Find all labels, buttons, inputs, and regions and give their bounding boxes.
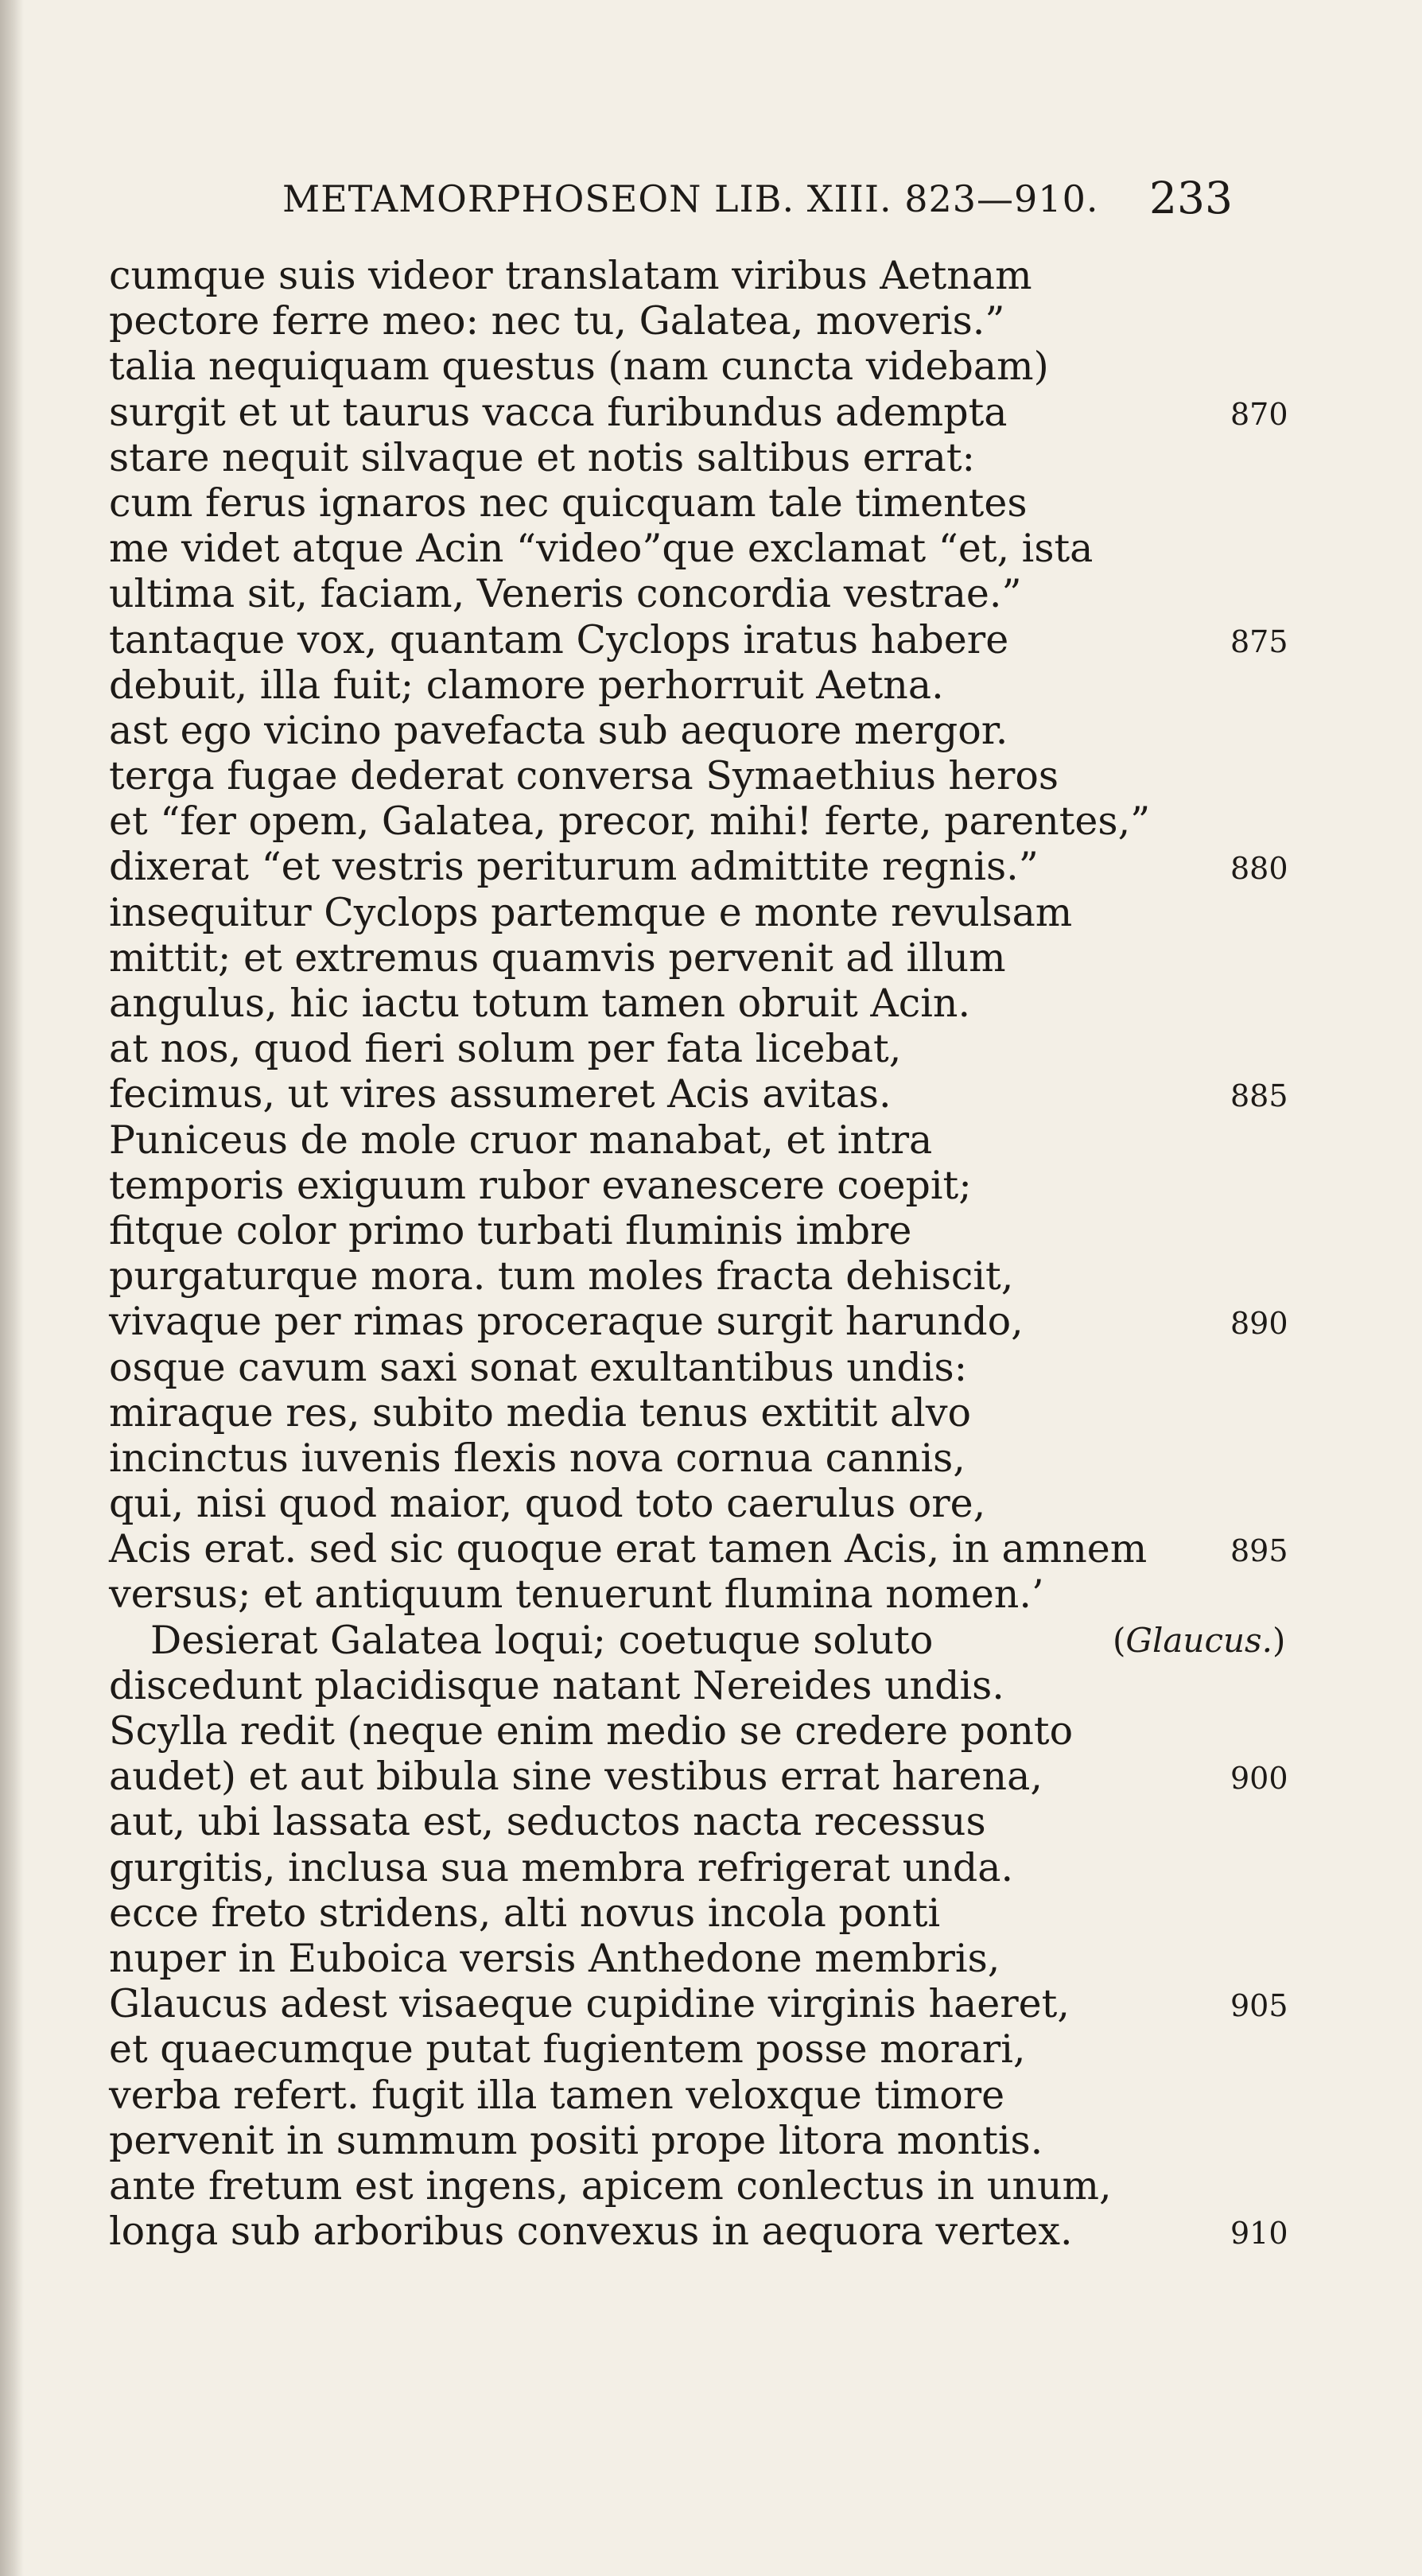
verse-text: dixerat “et vestris periturum admittite regnis.”: [109, 844, 1039, 890]
verse-text: Acis erat. sed sic quoque erat tamen Acis, in amnem: [109, 1526, 1148, 1572]
verse-text: nuper in Euboica versis Anthedone membris,: [109, 1935, 1000, 1981]
verse-text: miraque res, subito media tenus extitit alvo: [109, 1389, 972, 1436]
line-number: 905: [1230, 1988, 1288, 2024]
verse-line: [109, 1754, 1381, 1799]
verse-text: versus; et antiquum tenuerunt flumina nomen.’: [109, 1572, 1044, 1618]
verse-line: [109, 1618, 1381, 1663]
line-number: 910: [1230, 2216, 1288, 2252]
verse-text: Desierat Galatea loqui; coetuque soluto: [150, 1617, 934, 1663]
line-number: 885: [1230, 1078, 1288, 1114]
verse-line: [109, 571, 1381, 616]
verse-line: [109, 1526, 1381, 1572]
verse-text: et quaecumque putat fugientem posse morari,: [109, 2026, 1026, 2073]
verse-text: fecimus, ut vires assumeret Acis avitas.: [109, 1071, 892, 1117]
verse-line: [109, 298, 1381, 344]
verse-line: [109, 935, 1381, 981]
side-note-open: (: [1113, 1620, 1126, 1660]
verse-line: [109, 344, 1381, 389]
verse-line: [109, 1253, 1381, 1299]
verse-text: insequitur Cyclops partemque e monte revulsam: [109, 889, 1073, 935]
verse-line: [109, 2163, 1381, 2209]
verse-line: [109, 1436, 1381, 1481]
verse-line: [109, 1117, 1381, 1163]
verse-line: [109, 1163, 1381, 1208]
verse-text: pervenit in summum positi prope litora montis.: [109, 2117, 1043, 2163]
verse-text: cum ferus ignaros nec quicquam tale timentes: [109, 480, 1028, 526]
line-number: 875: [1230, 624, 1288, 659]
side-note-word: Glaucus.: [1125, 1620, 1272, 1660]
side-note-close: ): [1272, 1620, 1286, 1660]
verse-text: gurgitis, inclusa sua membra refrigerat unda.: [109, 1844, 1014, 1890]
line-number: 895: [1230, 1533, 1288, 1569]
verse-line: [109, 1026, 1381, 1071]
verse-line: [109, 1390, 1381, 1436]
verse-line: [109, 2118, 1381, 2163]
running-head: METAMORPHOSEON LIB. XIII. 823—910.: [282, 177, 1099, 220]
verse-text: at nos, quod fieri solum per fata licebat,: [109, 1026, 902, 1072]
page-number: 233: [1149, 173, 1233, 223]
verse-text: purgaturque mora. tum moles fracta dehiscit,: [109, 1253, 1014, 1300]
verse-line: [109, 1845, 1381, 1890]
verse-text: me videt atque Acin “video”que exclamat “et, ista: [109, 526, 1094, 572]
verse-line: [109, 390, 1381, 435]
line-number: 880: [1230, 851, 1288, 887]
verse-line: [109, 1481, 1381, 1526]
line-number: 870: [1230, 396, 1288, 432]
verse-line: [109, 1981, 1381, 2026]
verse-text: audet) et aut bibula sine vestibus errat harena,: [109, 1754, 1043, 1800]
verse-line: [109, 2073, 1381, 2118]
verse-line: [109, 617, 1381, 662]
verse-text: mittit; et extremus quamvis pervenit ad illum: [109, 934, 1006, 981]
verse-line: [109, 2209, 1381, 2254]
verse-line: [109, 253, 1381, 298]
verse-line: [109, 1890, 1381, 1936]
verse-text: et “fer opem, Galatea, precor, mihi! ferte, parentes,”: [109, 798, 1151, 845]
verse-text: aut, ubi lassata est, seductos nacta recessus: [109, 1799, 986, 1845]
verse-text: debuit, illa fuit; clamore perhorruit Aetna.: [109, 662, 944, 708]
verse-line: [109, 1345, 1381, 1390]
verse-line: [109, 981, 1381, 1026]
line-number: 890: [1230, 1306, 1288, 1342]
verse-line: [109, 1799, 1381, 1844]
verse-text: osque cavum saxi sonat exultantibus undis:: [109, 1344, 968, 1390]
verse-line: [109, 1663, 1381, 1708]
verse-text: pectore ferre meo: nec tu, Galatea, moveris.”: [109, 298, 1005, 344]
verse-line: [109, 708, 1381, 753]
verse-text: temporis exiguum rubor evanescere coepit;: [109, 1162, 972, 1208]
verse-line: [109, 844, 1381, 889]
verse-text: Puniceus de mole cruor manabat, et intra: [109, 1117, 933, 1163]
verse-line: [109, 798, 1381, 844]
verse-text: ast ego vicino pavefacta sub aequore mergor.: [109, 707, 1008, 753]
verse-line: [109, 1299, 1381, 1344]
verse-line: [109, 1071, 1381, 1117]
verse-text: vivaque per rimas proceraque surgit harundo,: [109, 1299, 1024, 1345]
line-number: 900: [1230, 1761, 1288, 1797]
verse-line: [109, 435, 1381, 480]
verse-text: talia nequiquam questus (nam cuncta videbam): [109, 344, 1049, 390]
verse-line: [109, 480, 1381, 526]
verse-text: ante fretum est ingens, apicem conlectus in unum,: [109, 2162, 1112, 2209]
verse-text: surgit et ut taurus vacca furibundus adempta: [109, 389, 1008, 435]
verse-text: cumque suis videor translatam viribus Aetnam: [109, 253, 1032, 298]
verse-text: ecce freto stridens, alti novus incola ponti: [109, 1890, 941, 1936]
verse-text: incinctus iuvenis flexis nova cornua cannis,: [109, 1435, 965, 1481]
verse-line: [109, 2026, 1381, 2072]
verse-text: longa sub arboribus convexus in aequora vertex.: [109, 2209, 1073, 2255]
verse-text: discedunt placidisque natant Nereides undis.: [109, 1662, 1004, 1708]
verse-line: [109, 1572, 1381, 1617]
verse-line: [109, 526, 1381, 571]
verse-line: [109, 1208, 1381, 1253]
verse-text: angulus, hic iactu totum tamen obruit Acin.: [109, 981, 971, 1026]
verse-text: Scylla redit (neque enim medio se credere ponto: [109, 1708, 1074, 1754]
verse-text: ultima sit, faciam, Veneris concordia vestrae.”: [109, 571, 1022, 617]
verse-line: [109, 1708, 1381, 1754]
verse-text: verba refert. fugit illa tamen veloxque timore: [109, 2072, 1005, 2118]
verse-text: terga fugae dederat conversa Symaethius heros: [109, 753, 1059, 799]
verse-line: [109, 753, 1381, 798]
verse-line: [109, 890, 1381, 935]
poem-text: [109, 253, 1381, 2254]
verse-line: [109, 1936, 1381, 1981]
verse-text: tantaque vox, quantam Cyclops iratus habere: [109, 616, 1009, 662]
verse-line: [109, 662, 1381, 708]
verse-text: fitque color primo turbati fluminis imbre: [109, 1207, 912, 1253]
verse-text: Glaucus adest visaeque cupidine virginis haeret,: [109, 1981, 1070, 2027]
verse-text: qui, nisi quod maior, quod toto caerulus ore,: [109, 1481, 986, 1527]
side-note: [1113, 1618, 1285, 1663]
verse-text: stare nequit silvaque et notis saltibus errat:: [109, 434, 976, 480]
